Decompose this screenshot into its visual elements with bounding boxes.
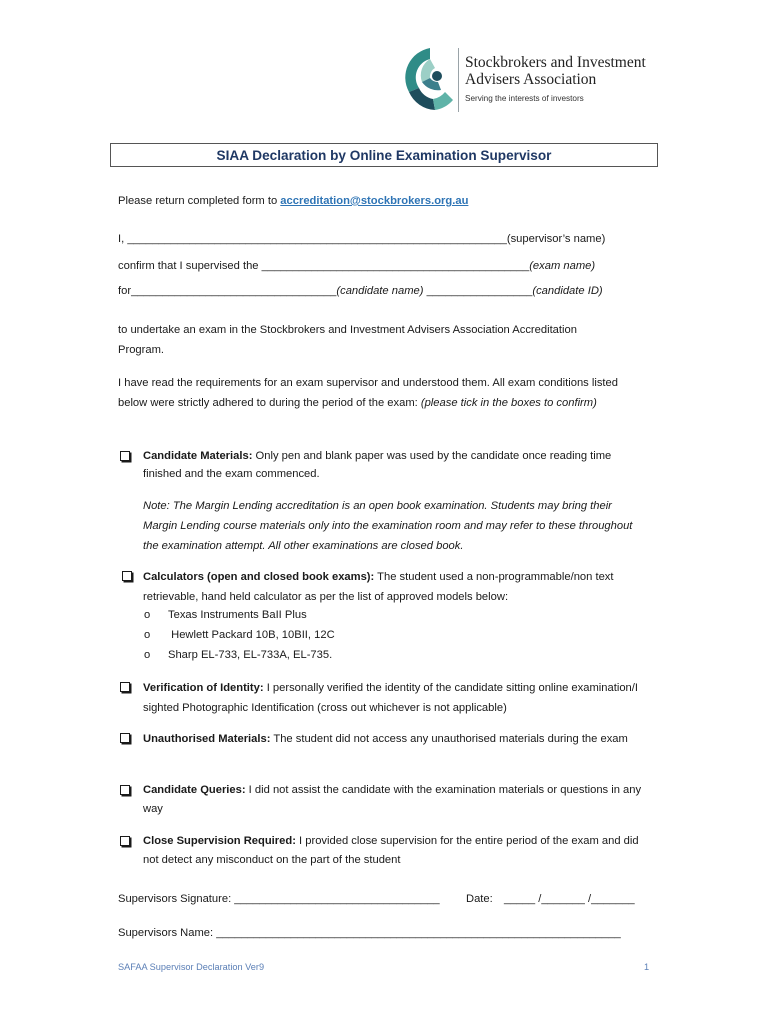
signature-label: Supervisors Signature: bbox=[118, 893, 235, 905]
calculator-model-text: Sharp EL-733, EL-733A, EL-735. bbox=[168, 649, 333, 661]
condition-unauthorised-materials bbox=[143, 730, 643, 749]
condition-label: Calculators (open and closed book exams): bbox=[143, 571, 375, 583]
return-instruction-text: Please return completed form to bbox=[118, 195, 281, 207]
date-row bbox=[466, 890, 493, 909]
checkbox-candidate-materials[interactable] bbox=[120, 451, 130, 461]
list-bullet: o bbox=[144, 609, 151, 621]
calculator-model-item bbox=[144, 626, 150, 645]
supervisor-name-row bbox=[118, 924, 621, 943]
checkbox-candidate-queries[interactable] bbox=[120, 785, 130, 795]
checkbox-calculators[interactable] bbox=[122, 571, 132, 581]
date-label: Date: bbox=[466, 893, 493, 905]
logo-mark-icon bbox=[405, 44, 455, 114]
candidate-id-blank[interactable]: _________________ bbox=[426, 285, 533, 297]
condition-text: I provided close supervision for the entire period of the exam and did not detect any misconduct on the part of the student bbox=[143, 835, 639, 866]
email-link[interactable]: accreditation@stockbrokers.org.au bbox=[280, 195, 469, 207]
candidate-field[interactable] bbox=[118, 282, 603, 301]
condition-candidate-materials bbox=[143, 447, 643, 483]
margin-lending-note: Note: The Margin Lending accreditation is an open book examination. Students may bring their Margin Lending course materials only into the examination room and may refer to these throughout the examination attempt. All other examinations are closed book. bbox=[143, 500, 633, 552]
condition-close-supervision bbox=[143, 832, 648, 870]
requirements-text: I have read the requirements for an exam supervisor and understood them. All exam conditions listed below were strictly adhered to during the period of the exam: bbox=[118, 377, 618, 409]
candidate-name-label: (candidate name) bbox=[336, 285, 424, 297]
supervisor-name-input[interactable]: _________________________________________________________________ bbox=[216, 927, 621, 939]
condition-label: Candidate Queries: bbox=[143, 784, 246, 796]
supervisor-name-field[interactable]: I, _____________________________________________________________(supervisor’s name) bbox=[118, 233, 606, 245]
condition-label: Close Supervision Required: bbox=[143, 835, 296, 847]
list-bullet: o bbox=[144, 649, 151, 661]
candidate-name-blank[interactable]: _________________________________ bbox=[131, 285, 337, 297]
condition-label: Candidate Materials: bbox=[143, 450, 253, 462]
page-number: 1 bbox=[644, 962, 650, 972]
condition-text: The student used a non-programmable/non text retrievable, hand held calculator as per the list of approved models below: bbox=[143, 571, 614, 603]
organisation-name-line-1: Stockbrokers and Investment bbox=[465, 54, 646, 71]
footer-doc-name: SAFAA Supervisor Declaration Ver9 bbox=[118, 962, 265, 972]
condition-text: The student did not access any unauthorised materials during the exam bbox=[270, 733, 628, 745]
checkbox-close-supervision[interactable] bbox=[120, 836, 130, 846]
candidate-id-label: (candidate ID) bbox=[532, 285, 603, 297]
condition-calculators bbox=[143, 567, 643, 607]
condition-text: I personally verified the identity of the candidate sitting online examination/I sighted Photographic Identification (cross out whichever is not applicable) bbox=[143, 682, 638, 714]
page-title: SIAA Declaration by Online Examination Supervisor bbox=[216, 147, 552, 163]
condition-text: Only pen and blank paper was used by the candidate once reading time finished and the exam commenced. bbox=[143, 450, 612, 480]
calculator-model-text: Hewlett Packard 10B, 10BII, 12C bbox=[168, 629, 335, 641]
exam-name-field[interactable] bbox=[118, 257, 595, 276]
logo-divider bbox=[458, 48, 459, 112]
exam-name-label: (exam name) bbox=[529, 260, 596, 272]
intro-paragraph: to undertake an exam in the Stockbrokers and Investment Advisers Association Accreditation Program. bbox=[118, 324, 577, 356]
for-prefix: for bbox=[118, 285, 132, 297]
signature-row bbox=[118, 890, 440, 909]
calculator-model-item bbox=[144, 606, 150, 625]
organisation-name-line-2: Advisers Association bbox=[465, 71, 597, 88]
supervisor-name-label: Supervisors Name: bbox=[118, 927, 217, 939]
condition-label: Unauthorised Materials: bbox=[143, 733, 271, 745]
list-bullet: o bbox=[144, 629, 151, 641]
exam-prefix: confirm that I supervised the bbox=[118, 260, 262, 272]
title-box bbox=[110, 143, 658, 167]
condition-verification-identity bbox=[143, 678, 643, 718]
checkbox-unauthorised-materials[interactable] bbox=[120, 733, 130, 743]
requirements-paragraph bbox=[118, 373, 638, 413]
exam-name-blank[interactable]: ___________________________________________ bbox=[261, 260, 530, 272]
calculator-model-text: Texas Instruments BaII Plus bbox=[168, 609, 307, 621]
condition-label: Verification of Identity: bbox=[143, 682, 264, 694]
date-field[interactable]: _____ /_______ /_______ bbox=[504, 893, 635, 905]
return-instruction bbox=[118, 192, 468, 211]
requirements-note: (please tick in the boxes to confirm) bbox=[420, 397, 597, 409]
calculator-model-item bbox=[144, 646, 150, 665]
signature-field[interactable]: _________________________________ bbox=[234, 893, 440, 905]
organisation-tagline: Serving the interests of investors bbox=[465, 94, 584, 103]
organisation-name bbox=[465, 54, 646, 88]
condition-candidate-queries bbox=[143, 781, 653, 819]
condition-text: I did not assist the candidate with the examination materials or questions in any way bbox=[143, 784, 642, 815]
checkbox-verification-identity[interactable] bbox=[120, 682, 130, 692]
